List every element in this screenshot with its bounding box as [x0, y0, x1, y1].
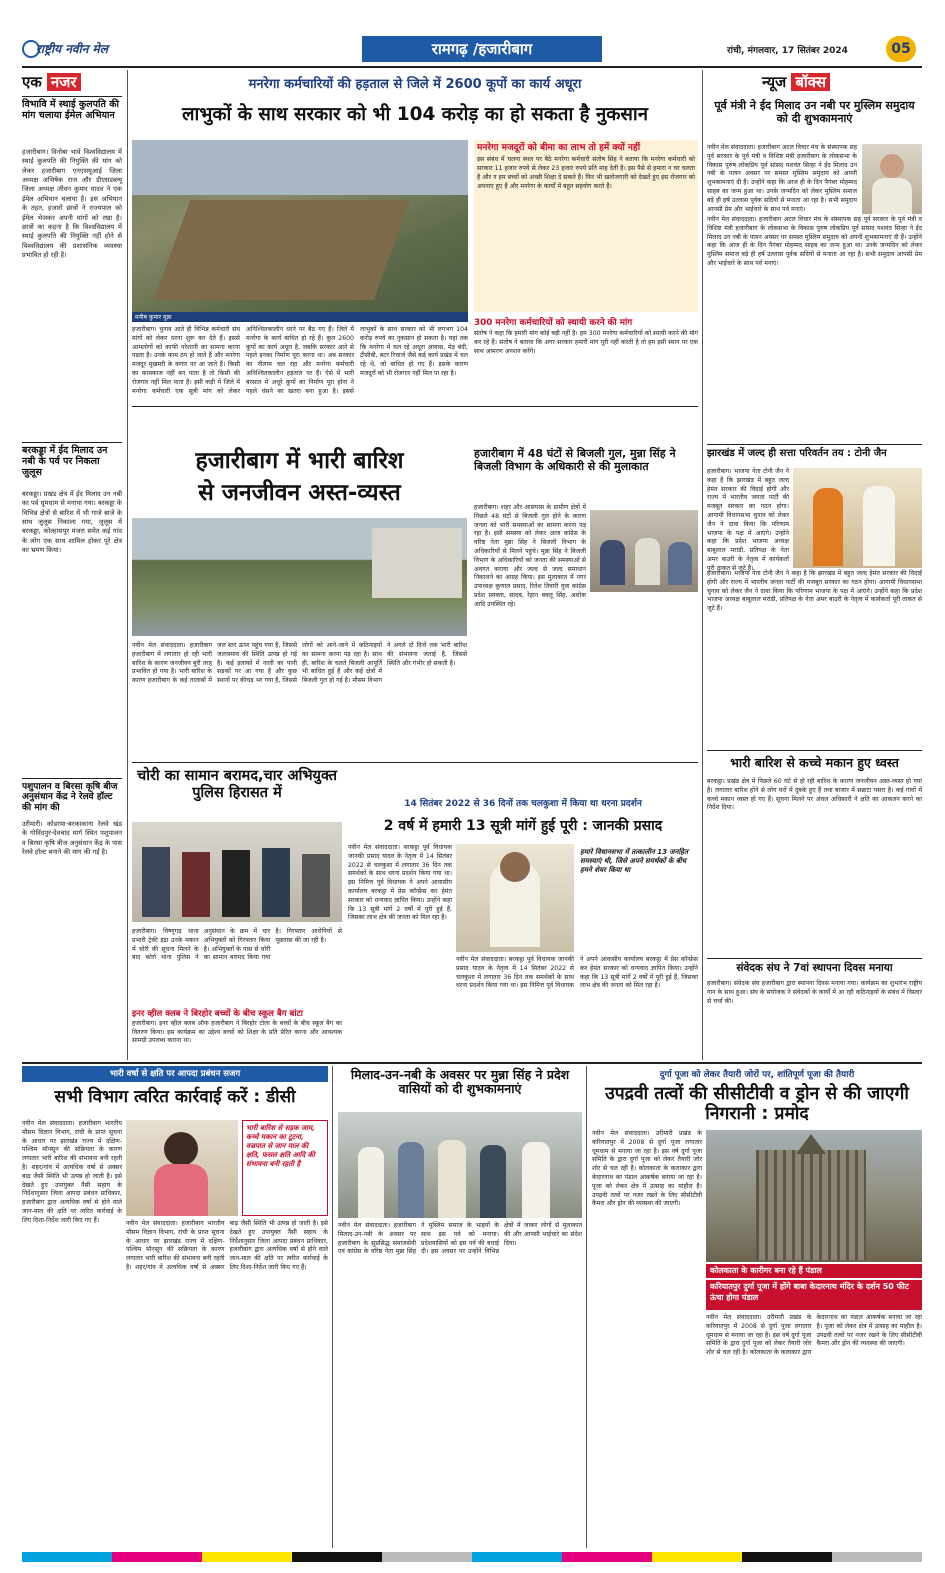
dc-quote-box: [242, 1120, 328, 1216]
news-box-story2-photo: [793, 468, 922, 568]
milad-body: नवीन मेल संवाददाता। हजारीबाग मिलाद-उन-नबी के अवसर पर हजारीबाग के सुप्रसिद्ध समाजसेवी एवं कांग्रेस के वरिष्ठ नेता मुन्ना सिंह ने मुस्लिम समाज के भाइयों के साथ इस पर्व को मनाया। प्रदेशवासियों को इस पर्व की बधाई दी। इस अवसर पर उन्होंने विभिन्न क्षेत्रों में जाकर लोगों से मुलाकात की और आपसी भाईचारे का संदेश दिया।: [338, 1222, 582, 1256]
news-box-story3-body: बरकट्ठा। प्रखंड क्षेत्र में पिछले 60 घंटे से हो रही बारिश के कारण जनजीवन अस्त-व्यस्त हो गया है। लगातार बारिश होने से लोग घरों में दुबके हुए हैं तथा बाजार में सन्नाटा पसरा है। कई गांवों में कच्चे मकान ध्वस्त हो गए हैं। सूचना मिलने पर अंचल अधिकारी ने क्षति का आकलन करने का निर्देश दिया।: [707, 778, 922, 812]
section-band: [362, 36, 602, 62]
page-number: 05: [891, 41, 911, 57]
news-box-label: न्यूज बॉक्स: [762, 72, 830, 92]
durga-body: नवीन मेल संवाददाता। उरीमारी प्रखंड के करियातपुर में 2008 से दुर्गा पूजा लगातार धूमधाम से मनाया जा रहा है। इस वर्ष दुर्गा पूजा समिति के द्वारा दुर्गा पूजा को लेकर तैयारी जोर शोर से चल रही है। कोलकाता के कलाकार द्वारा केदारनाथ का पंडाल आकर्षक बनाया जा रहा है। पूजा को लेकर क्षेत्र में उत्साह का माहौल है। उपद्रवी तत्वों पर नजर रखने के लिए सीसीटीवी कैमरा और ड्रोन की व्यवस्था की जाएगी।: [592, 1130, 702, 1208]
lead-sub-body: संतोष ने कहा कि हमारी मांग कोई बड़ी नहीं है। हम 300 मनरेगा कर्मचारियों को स्थायी करने की मांग कर रहे हैं। संतोष ने बताया कि अगर सरकार हमारी मांग पूरी नहीं करती है तो हम इसी स्थान पर एक साथ आमरण अनशन करेंगे।: [474, 330, 698, 355]
innerwheel-box: [132, 1010, 342, 1054]
lead-headline: लाभुकों के साथ सरकार को भी 104 करोड़ का हो सकता है नुकसान: [181, 104, 648, 125]
dc-body-cont: नवीन मेल संवाददाता। हजारीबाग भारतीय मौसम विज्ञान विभाग, रांची के प्राप्त सूचना के आधार पर झारखंड राज्य में दक्षिण-पश्चिम मॉनसून की सक्रियता के कारण लगातार भारी बारिश की संभावना बनी रहती है। शहर/गांव में अत्यधिक वर्षा से अक्सर बाढ़ जैसी स्थिति भी उत्पन्न हो जाती है। इसे देखते हुए उपायुक्त नैंसी सहाय के निर्देशानुसार जिला आपदा प्रबंधन प्राधिकार, हजारीबाग द्वारा अत्यधिक वर्षा से होने वाले जान-माल की क्षति पर त्वरित कार्रवाई के लिए दिशा-निर्देश जारी किए गए हैं।: [126, 1220, 328, 1271]
rain-headline-1: हजारीबाग में भारी बारिश: [195, 448, 404, 474]
ek-nazar-story2-body: बरकड्डा। प्रखंड क्षेत्र में ईद मिलाद उन नबी का पर्व धूमधाम से मनाया गया। बरकड्डा के विभिन्न क्षेत्रों से बारिश में भी गाजे बाजे के साथ जुलूस निकाला गया, जुलूस में बरकड्डा, कोल्हासपुर मंजरा समेत कई गांव के लोग एक साथ शामिल होकर पूरे क्षेत्र का भ्रमण किया।: [22, 490, 122, 555]
rain-body: नवीन मेल संवाददाता। हजारीबाग हजारीबाग में लगातार हो रही भारी बारिश के कारण जनजीवन बुरी तरह प्रभावित हो गया है। भारी बारिश के कारण हजारीबाग के कई तालाबों में जल स्तर ऊपर पहुंच गया है, जिससे जलजमाव की स्थिति उत्पन्न हो गई है। कई इलाकों में नाली का पानी सड़कों पर आ गया है और कुछ स्थानों पर कीचड़ भर गया है, जिससे लोगों को आने-जाने में कठिनाइयों का सामना करना पड़ रहा है। साथ ही, बारिश के चलते बिजली आपूर्ति भी बाधित हुई है और कई क्षेत्रों में बिजली गुल हो गई है। मौसम विभाग ने अगले दो दिनों तक भारी बारिश की संभावना जताई है, जिससे स्थिति और गंभीर हो सकती है।: [132, 642, 467, 685]
lead-photo-caption: मनीष कुमार मुन्ना: [132, 312, 468, 322]
news-box-story1-body-cont: नवीन मेल संवाददाता। हजारीबाग अटल विचार मंच के संस्थापक सह पूर्व सरकार के पूर्व मंत्री व विशिष्ट मंत्री हजारीबाग के लोकसभा के विकास पुरुष लोकप्रिय पूर्व सांसद यशवंत सिन्हा ने ईद मिलाद उन नबी के पावन अवसर पर समस्त मुस्लिम समुदाय को अपनी शुभकामनाएं दी हैं। उन्होंने कहा कि आज ही के दिन पैगंबर मोहम्मद साहब का जन्म हुआ था। उनके जन्मदिन को लेकर मुस्लिम समाज बड़े ही हर्ष उल्लास पूर्वक सदियों से मनाता आ रहा है। सभी समुदाय आपसी प्रेम और भाईचारे के साथ पर्व मनाएं।: [707, 216, 922, 267]
ek-nazar-story1-title: विभावि में स्थाई कुलपति की मांग चलाया ईमेल अभियान: [22, 99, 120, 121]
news-box-story1-photo: [862, 144, 922, 214]
janki-headline: 2 वर्ष में हमारी 13 सूत्री मांगें हुई पूरी : जानकी प्रसाद: [383, 818, 663, 834]
chori-headline: चोरी का सामान बरामद,चार अभियुक्त पुलिस हिरासत में: [137, 768, 337, 801]
masthead: [22, 36, 922, 64]
footer-color-bar: [22, 1552, 922, 1562]
masthead-rule: [22, 66, 922, 68]
column-divider-right: [702, 70, 703, 1060]
news-box-column: [707, 70, 922, 1060]
dc-headline: सभी विभाग त्वरित कार्रवाई करें : डीसी: [54, 1087, 296, 1107]
lead-sidebar: [474, 140, 698, 312]
lead-photo: [132, 140, 468, 312]
ek-nazar-story1-body: हजारीबाग। विनोबा भावे विश्वविद्यालय में स्थाई कुलपति की नियुक्ति की मांग को लेकर हजारीबाग एनएसयूआई जिला अध्यक्ष अभिषेक राज और डीएसडब्ल्यू जिला अध्यक्ष जीवन कुमार यादव ने एक ईमेल अभियान चलाया है। इस अभियान के तहत, हजारों छात्रों ने राज्यपाल को ईमेल भेजकर अपनी मांगों को रखा है। छात्रों का कहना है कि विश्वविद्यालय में स्थाई कुलपति की नियुक्ति नहीं होने से विश्वविद्यालय की प्रशासनिक व्यवस्था प्रभावित हो रही है।: [22, 148, 122, 259]
lead-body: हजारीबाग। चुनाव आते ही विभिन्न कर्मचारी संघ मांगों को लेकर धरना शुरू कर देते हैं। इससे आमलोगों को काफी परेशानी का सामना करना पड़ता है। उनके काम ठप हो जाते हैं और मनरेगा मजदूर मुखमरी के कगार पर आ जाते हैं। किसी का कामकाज नहीं बन पाता है तो किसी की रोजगार नहीं मिल पाता है। इसी कड़ी में जिले में मनरेगा कर्मचारी एक सूत्री मांग को लेकर अनिश्चितकालीन धरने पर बैठ गए हैं। जिले में मनरेगा के कार्य बाधित हो रहे हैं। कुल 2600 कूपों का कार्य अधूरा है, जबकि सरकार आने से पहले इनका निर्माण पूरा करना था। अब सरकार का नीलाम चल रहा और मनरेगा कर्मचारी अनिश्चितकालीन हड़ताल पर हैं। ऐसे में भारी बरसात में अधूरे कूपों का निर्माण पूरा होना ने पहले धंसने का खतरा बना हुआ है। इससे लाभुकों के साथ सरकार को भी लगभग 104 करोड़ रुपये का नुकसान हो सकता है। यहां तक कि मनरेगा में चल रहे अधूरा आवास, मेड़ बंदी, टीसीबी, बटर रिचार्ज जैसे कई कार्य प्रखंड में चल रहे थे, जो बाधित हो गए हैं। इसके कारण मजदूरों को भी रोजगार नहीं मिल पा रहा है।: [132, 326, 468, 395]
news-box-story4-title: संवेदक संघ ने 7वां स्थापना दिवस मनाया: [736, 962, 893, 974]
dc-photo: [126, 1120, 238, 1216]
janki-body: नवीन मेल संवाददाता। बरकट्ठा पूर्व विधायक जानकी प्रसाद यादव के नेतृत्व में 14 सितंबर 2022 से चलकुशा में लगातार 36 दिन तक समर्थकों के साथ धरना प्रदर्शन किया गया था। इस निमित्त पूर्व विधायक ने अपने आवासीय कार्यालय बरकट्ठा में प्रेस कॉन्फ्रेंस कर हेमंत सरकार को धन्यवाद ज्ञापित किया। उन्होंने कहा कि 13 सूत्री मांगें 2 वर्षों में पूरी हुई हैं, जिसका लाभ क्षेत्र की जनता को मिल रहा है।: [348, 844, 452, 922]
milad-headline: मिलाद-उन-नबी के अवसर पर मुन्ना सिंह ने प्रदेश वासियों को दी शुभकामनाएं: [350, 1067, 570, 1097]
lead-sidebar-title: मनरेगा मजदूरों को बीमा का लाभ तो हमें क्यों नहीं: [477, 143, 641, 153]
dateline: रांची, मंगलवार, 17 सितंबर 2024: [727, 46, 848, 56]
ek-nazar-column: [22, 70, 122, 830]
durga-caption-2-box: [706, 1280, 922, 1310]
rain-photo: [132, 518, 467, 636]
ek-nazar-story2-title: बरकड्डा में ईद मिलाद उन नबी के पर्व पर निकला जुलूस: [22, 445, 108, 478]
janki-photo: [456, 844, 574, 952]
lead-sub-box: [474, 316, 698, 402]
durga-caption-1-box: [706, 1264, 922, 1278]
ek-nazar-story3-title: पशुपालन व बिरसा कृषि बीज अनुसंधान केंद्र ने रेलवे हॉल्ट की मांग की: [22, 782, 118, 813]
rain-headline-2: से जनजीवन अस्त-व्यस्त: [198, 480, 401, 506]
page-number-badge: [886, 36, 916, 62]
durga-caption-2: करियातपुर दुर्गा पूजा में होंगे बाबा केदारनाथ मंदिर के दर्शन 50 फीट ऊंचा होगा पंडाल: [710, 1282, 909, 1302]
chori-photo: [132, 822, 342, 922]
paper-logo: [22, 38, 152, 62]
lead-sidebar-body: इस संबंध में चलना स्थल पर बैठे मनरेगा कर्मचारी संतोष सिंह ने बताया कि मनरेगा कर्मचारी को सरकार 11 हजार रुपये से लेकर 23 हजार रुपये प्रति माह देती है। इस पैसे से हमारा न घर चलता है और न हम बच्चों को अच्छी शिक्षा दे सकते हैं। फिर भी खतोजगारी को देखते हुए इस रोजगार को अपनाए हुए हैं और मनरेगा के कार्यों में बहुत सहयोग करते हैं।: [477, 156, 695, 190]
dc-band: भारी वर्षा से क्षति पर आपदा प्रबंधन सजग: [22, 1066, 328, 1082]
power-body: हजारीबाग। शहर और आसपास के ग्रामीण क्षेत्रों में पिछले 48 घंटों से बिजली गुल होने के कारण जनता को भारी समस्याओं का सामना करना पड़ रहा है। इसी समस्या को लेकर आज कांग्रेस के वरिष्ठ नेता मुन्ना सिंह ने बिजली विभाग के अधिकारियों से मिलने पहुंचे। मुन्ना सिंह ने बिजली विभाग के अधिकारियों को जनता की समस्याओं से अवगत कराया और जल्द से जल्द समाधान निकालने का आग्रह किया। इस मुलाकात में नगर उपाध्यक्ष कुणाल प्रसाद, रितेश तिवारी युवा कांग्रेस प्रदेश प्रवक्ता, सादब, रेहान बबलू सिंह, अशोक आदि उपस्थित रहे।: [474, 504, 586, 608]
power-photo: [590, 510, 698, 592]
janki-quote: हमारे विधानसभा में तत्कालीन 13 जनहित समस्याएं थी, जिसे अपने समर्थकों के बीच हमने शेयर किया था: [580, 848, 688, 875]
innerwheel-title: इनर व्हील क्लब ने बिरहोर बच्चों के बीच स्कूल बैग बांटा: [132, 1009, 303, 1019]
durga-photo: [706, 1130, 922, 1262]
ek-nazar-label: एक नजर: [22, 72, 122, 94]
news-box-story2-body-cont: हजारीबाग। भाजपा नेता टोनी जैन ने कहा है कि झारखंड में बहुत जल्द हेमंत सरकार की विदाई होगी और राज्य में भारतीय जनता पार्टी की मजबूत सरकार का गठन होगा। आगामी विधानसभा चुनाव को लेकर जैन ने दावा किया कि परिणाम भाजपा के पक्ष में आएंगे। उन्होंने कहा कि प्रदेश भाजपा अध्यक्ष बाबूलाल मरांडी, प्रतिपक्ष के नेता अमर बाउरी के नेतृत्व में कार्यकर्ता पूरी ताकत से जुटे हैं।: [707, 570, 922, 613]
dc-body: नवीन मेल संवाददाता। हजारीबाग भारतीय मौसम विज्ञान विभाग, रांची के प्राप्त सूचना के आधार पर झारखंड राज्य में दक्षिण-पश्चिम मॉनसून की सक्रियता के कारण लगातार भारी बारिश की संभावना बनी रहती है। शहर/गांव में अत्यधिक वर्षा से अक्सर बाढ़ जैसी स्थिति भी उत्पन्न हो जाती है। इसे देखते हुए उपायुक्त नैंसी सहाय के निर्देशानुसार जिला आपदा प्रबंधन प्राधिकार, हजारीबाग द्वारा अत्यधिक वर्षा से होने वाले जान-माल की क्षति पर त्वरित कार्रवाई के लिए दिशा-निर्देश जारी किए गए हैं।: [22, 1120, 122, 1224]
ek-nazar-story3-body: उरीमारी। कोडरमा-बरकाकाना रेलवे खंड के गोविंदपुर-देवचांद मार्ग स्थित पशुपालन व बिरसा कृषि बीज अनुसंधान केंद्र के पास रेलवे हॉल्ट बनाने की मांग की गई है।: [22, 820, 122, 857]
janki-body-cont: नवीन मेल संवाददाता। बरकट्ठा पूर्व विधायक जानकी प्रसाद यादव के नेतृत्व में 14 सितंबर 2022 से चलकुशा में लगातार 36 दिन तक समर्थकों के साथ धरना प्रदर्शन किया गया था। इस निमित्त पूर्व विधायक ने अपने आवासीय कार्यालय बरकट्ठा में प्रेस कॉन्फ्रेंस कर हेमंत सरकार को धन्यवाद ज्ञापित किया। उन्होंने कहा कि 13 सूत्री मांगें 2 वर्षों में पूरी हुई हैं, जिसका लाभ क्षेत्र की जनता को मिल रहा है।: [456, 956, 698, 990]
durga-body-cont: नवीन मेल संवाददाता। उरीमारी प्रखंड के करियातपुर में 2008 से दुर्गा पूजा लगातार धूमधाम से मनाया जा रहा है। इस वर्ष दुर्गा पूजा समिति के द्वारा दुर्गा पूजा को लेकर तैयारी जोर शोर से चल रही है। कोलकाता के कलाकार द्वारा केदारनाथ का पंडाल आकर्षक बनाया जा रहा है। पूजा को लेकर क्षेत्र में उत्साह का माहौल है। उपद्रवी तत्वों पर नजर रखने के लिए सीसीटीवी कैमरा और ड्रोन की व्यवस्था की जाएगी।: [706, 1314, 922, 1357]
durga-caption-1: कोलकाता के कारीगर बना रहे हैं पंडाल: [710, 1266, 822, 1275]
janki-kicker: 14 सितंबर 2022 से 36 दिनों तक चलकुशा में किया था धरना प्रदर्शन: [404, 799, 642, 809]
durga-headline: उपद्रवी तत्वों की सीसीटीवी व ड्रोन से की जाएगी निगरानी : प्रमोद: [605, 1084, 909, 1125]
lead-sub-title: 300 मनरेगा कर्मचारियों को स्थायी करने की मांग: [474, 318, 633, 328]
news-box-story2-title: झारखंड में जल्द ही सत्ता परिवर्तन तय : टोनी जैन: [707, 448, 887, 459]
column-divider-left: [127, 70, 128, 1060]
news-box-story1-title: पूर्व मंत्री ने ईद मिलाद उन नबी पर मुस्लिम समुदाय को दी शुभकामनाएं: [714, 99, 915, 125]
news-box-story3-title: भारी बारिश से कच्चे मकान हुए ध्वस्त: [730, 755, 899, 770]
news-box-story4-body: हजारीबाग। संवेदक संघ हजारीबाग द्वारा स्थापना दिवस मनाया गया। कार्यक्रम का शुभारंभ राष्ट्रीय गान के साथ हुआ। संघ के संयोजक ने संवेदकों के कार्यों में आ रही कठिनाइयों के संबंध में विस्तार से चर्चा की।: [707, 980, 922, 1005]
chori-body: हजारीबाग। विष्णुगढ़ थाना प्रभारी ट्रेकी इंद्रा उनके मकान में चोरी की सूचना मिलने के बाद कोर्रा थाना पुलिस ने अनुसंधान के क्रम में चार अभियुक्तों को गिरफ्तार किया है। अभियुक्तों के पास से चोरी का सामान बरामद किया गया है। गिरफ्तार आरोपियों से पूछताछ की जा रही है।: [132, 928, 342, 962]
milad-photo: [338, 1112, 582, 1218]
paper-name: राष्ट्रीय नवीन मेल: [36, 42, 108, 56]
news-box-story2-body: हजारीबाग। भाजपा नेता टोनी जैन ने कहा है कि झारखंड में बहुत जल्द हेमंत सरकार की विदाई होगी और राज्य में भारतीय जनता पार्टी की मजबूत सरकार का गठन होगा। आगामी विधानसभा चुनाव को लेकर जैन ने दावा किया कि परिणाम भाजपा के पक्ष में आएंगे। उन्होंने कहा कि प्रदेश भाजपा अध्यक्ष बाबूलाल मरांडी, प्रतिपक्ष के नेता अमर बाउरी के नेतृत्व में कार्यकर्ता पूरी ताकत से जुटे हैं।: [707, 468, 789, 572]
news-box-story1-body: नवीन मेल संवाददाता। हजारीबाग अटल विचार मंच के संस्थापक सह पूर्व सरकार के पूर्व मंत्री व विशिष्ट मंत्री हजारीबाग के लोकसभा के विकास पुरुष लोकप्रिय पूर्व सांसद यशवंत सिन्हा ने ईद मिलाद उन नबी के पावन अवसर पर समस्त मुस्लिम समुदाय को अपनी शुभकामनाएं दी हैं। उन्होंने कहा कि आज ही के दिन पैगंबर मोहम्मद साहब का जन्म हुआ था। उनके जन्मदिन को लेकर मुस्लिम समाज बड़े ही हर्ष उल्लास पूर्वक सदियों से मनाता आ रहा है। सभी समुदाय आपसी प्रेम और भाईचारे के साथ पर्व मनाएं।: [707, 144, 857, 213]
innerwheel-body: हजारीबाग। इनर व्हील क्लब ऑफ हजारीबाग ने बिरहोर टोला के बच्चों के बीच स्कूल बैग का वितरण किया। इस कार्यक्रम का उद्देश्य बच्चों को शिक्षा के प्रति प्रेरित करना और आवश्यक सामग्री उपलब्ध कराना था।: [132, 1019, 342, 1045]
dc-quote: भारी बारिश से सड़क जाम, कच्चे मकान का टूटना, वज्रपात से जान माल की क्षति, फसल क्षति आदि की संभावना बनी रहती है: [246, 1124, 315, 1169]
power-headline: हजारीबाग में 48 घंटों से बिजली गुल, मुन्ना सिंह ने बिजली विभाग के अधिकारी से की मुलाकात: [474, 447, 676, 473]
top-kicker: मनरेगा कर्मचारियों की हड़ताल से जिले में 2600 कूपों का कार्य अधूरा: [248, 77, 582, 92]
durga-band: दुर्गा पूजा को लेकर तैयारी जोरों पर, शांतिपूर्ण पूजा की तैयारी: [659, 1070, 855, 1080]
section-title: रामगढ़ /हजारीबाग: [431, 40, 533, 58]
